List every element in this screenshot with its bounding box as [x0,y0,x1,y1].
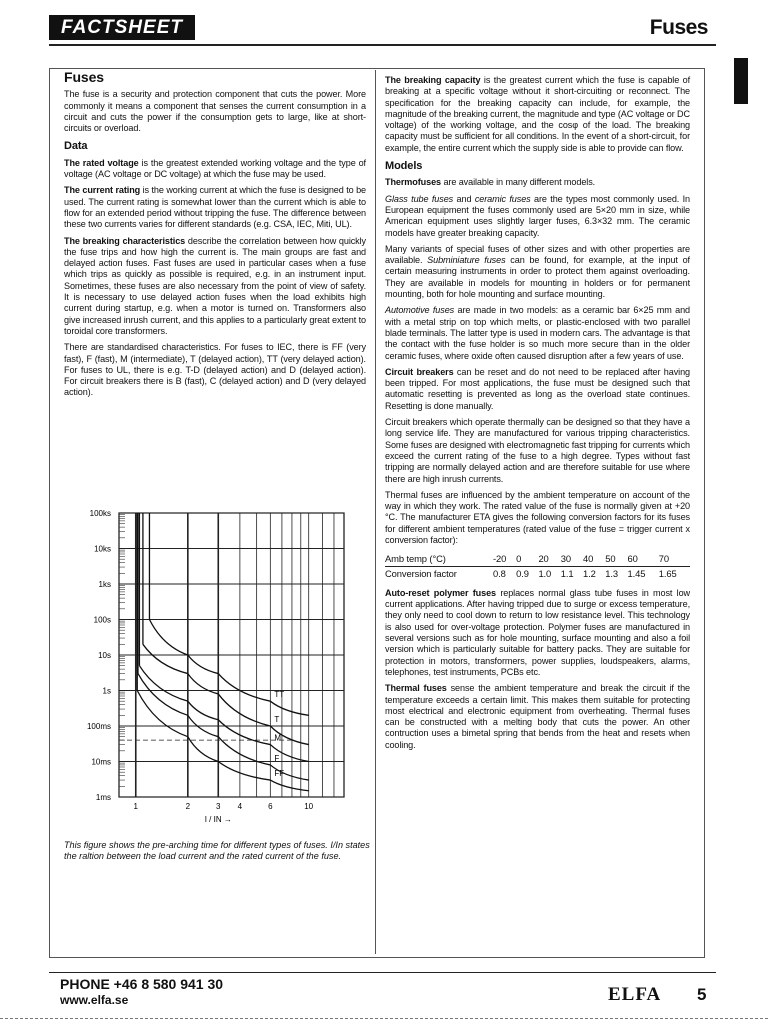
current-rating-paragraph [64,185,366,230]
table-cell: 60 [628,552,659,566]
website-url: www.elfa.se [60,993,129,1007]
chart-series-ff [137,513,308,791]
body-text: Many variants of special fuses of other sizes and with other properties are available. [385,243,690,266]
chart-y-tick-label: 1s [102,686,111,696]
glass-tube-paragraph [385,194,690,239]
chart-series-label: FF [274,769,285,779]
section-tab-marker [734,58,748,104]
term: Thermal fuses [385,683,447,694]
table-cell: Amb temp (°C) [385,552,493,566]
chart-series-label: T [274,715,280,724]
variants-paragraph [385,244,690,300]
chart-x-tick-label: 2 [185,802,191,811]
term: Automotive fuses [385,305,455,316]
rated-voltage-paragraph [64,158,366,181]
chart-series-label: TT [274,690,285,700]
chart-y-tick-label: 100s [93,615,111,625]
table-cell: 1.1 [560,567,574,579]
page-title: Fuses [649,16,708,39]
chart-y-tick-label: 100ks [89,509,111,518]
body-text: replaces normal glass tube fuses in most low current applications. After having tripped due to surge or excess temperature, they only need to cool down to return to low resistance level. This technology is also used for over-voltage protection. Polymer fuses are manufactured in several versions such as for hole mounting, surface mounting and also a foil version which is particularly suitable for battery packs. They are suitable for protection in motors, transformers, power supplies, loudspeakers, alarms, telephones, test instruments, PCBs etc. [385,587,690,677]
ambient-temperature-paragraph: Thermal fuses are influenced by the ambient temperature on account of the way in which they work. The rated value of the fuse is normally given at +20 °C. The manufacturer ETA gives the following conversion factors for its fuses for different ambient temperatures (rated value of the fuse = trigger current x conversion factor): [385,489,690,545]
body-text: describe the correlation between how quickly the fuse trips and how high the current is. The main groups are fast and delayed action fuses. Fast fuses are used in particular cases when a fuse which trips as quickly as possible is required, e.g. in an instrument input. Sometimes, these fuses are also necessary from the point of view of safety. It is necessary to use delayed action fuses when the load exhibits high current during startup, e.g. when a motor is turned on. Transformers also give increased inrush current, and this applies to a particularly great extent to toroidal core transformers. [64,235,366,336]
term: The current rating [64,185,141,196]
body-text: are available in many different models. [441,177,596,188]
data-heading: Data [64,140,88,153]
term: Circuit breakers [385,366,454,377]
polymer-fuses-paragraph [385,588,690,678]
header-rule [49,44,716,46]
chart-series-label: M [274,733,282,743]
table-cell: 1.65 [658,567,677,579]
term: ceramic fuses [474,193,531,204]
chart-x-axis-label: I / IN → [204,815,232,824]
table-cell: 0.9 [516,567,529,579]
term: Glass tube fuses [385,193,454,204]
table-cell: -20 [493,552,516,566]
breaking-characteristics-paragraph [64,236,366,338]
table-cell: 70 [659,552,690,566]
chart-y-tick-label: 10ks [94,544,111,554]
chart-x-tick-label: 3 [216,802,221,811]
table-cell: 1.3 [605,567,618,579]
chart-x-tick-label: 6 [268,802,273,811]
body-text: sense the ambient temperature and break the circuit if the temperature exceeds a certain limit. This makes them suitable for protecting most electrical and electronic equipment from overheating. Thermal fuses can be constructed with a melting body that cuts the power. An other contruction uses a bimetal spring that bends from the heat and resets when cooling. [385,683,691,750]
table-cell: 40 [583,552,605,566]
table-cell: 20 [538,552,560,566]
column-divider [375,70,376,954]
chart-x-tick-label: 1 [133,802,138,811]
term: The rated voltage [64,157,139,168]
chart-x-tick-label: 4 [237,802,243,811]
body-text: can be found, for example, at the input of certain measuring instruments in order to protect them against overloading. They are available in models for mounting in holders or for permanent mounting, both for hole mounting and surface mounting. [385,255,690,300]
term: Thermofuses [385,177,442,188]
intro-paragraph: The fuse is a security and protection component that cuts the power. More commonly it means a component that senses the current consumption in a circuit and cuts the power if the consumption gets to large, like at short-circuits or overload. [64,89,366,134]
breaking-capacity-paragraph [385,75,690,154]
body-text: are the types most commonly used. In European equipment the fuses commonly used are 5×20 mm in size, while American equipment uses slightly larger fuses, 6.3×32 mm. The ceramic models have greater breaking capacity. [385,193,690,238]
table-cell: Conversion factor [385,567,457,579]
chart-y-tick-label: 1ms [95,793,111,802]
table-row [385,552,690,566]
body-text: is the greatest extended working voltage and the type of voltage (AC voltage or DC voltage) at which the fuse may be used. [64,157,366,180]
chart-series-t [143,513,309,745]
term: Subminiature fuses [427,255,506,266]
table-row [385,566,690,580]
pre-arching-time-chart [64,505,364,835]
table-cell: 1.2 [582,567,596,579]
page-number: 5 [697,985,707,1004]
models-heading: Models [385,160,423,173]
table-cell: 30 [561,552,583,566]
chart-series-tt [149,513,308,715]
table-cell: 1.45 [627,567,646,579]
circuit-breakers-paragraph [385,367,690,412]
chart-y-tick-label: 10ms [91,757,111,767]
section-heading-fuses: Fuses [64,69,104,85]
term: Auto-reset polymer fuses [385,587,497,598]
body-text: can be reset and do not need to be replaced after having been tripped. For most applications, the fuse must be designed such that automatic resetting is prevented as long as the overload state continues. Resetting is done manually. [385,366,690,411]
brand-logo: ELFA [608,984,662,1005]
phone-number: PHONE +46 8 580 941 30 [60,976,224,992]
table-cell: 0 [516,552,538,566]
term: The breaking characteristics [64,235,186,246]
body-text: is the working current at which the fuse is designed to be used. The current rating is somewhat lower than the current which is able to flow for an extended period without tripping the fuse. The difference between these two currents varies for different standards (e.g. CSA, IEC, Miti, UL). [64,185,366,230]
standards-paragraph: There are standardised characteristics. For fuses to IEC, there is FF (very fast), F (fast), M (intermediate), T (delayed action), TT (very delayed action). For fuses to UL, there is e.g. T-D (delayed action) and D (delayed action). For circuit breakers there is B (fast), C (delayed action) and D (very delayed action). [64,342,366,398]
scan-edge-line [0,1018,768,1019]
thermal-circuit-breakers-paragraph: Circuit breakers which operate thermally can be designed so that they have a long service life. They are manufactured for various tripping characteristics. Some fuses are designed with electromagnetic fast tripping for currents which exceed the current rating of the fuse to a high degree. Types without fast tripping are normally delayed action and are therefore suitable for use where there are high inrush currents. [385,417,690,484]
footer-rule [49,972,716,973]
right-column [385,75,690,756]
conversion-factor-table [385,552,690,580]
chart-series-label: F [274,753,280,763]
left-column [64,69,366,404]
table-cell: 1.0 [538,567,552,579]
thermal-fuses-paragraph [385,683,690,751]
body-text: are made in two models: as a ceramic bar 6×25 mm and with a metal strip on top which melts, or plastic-enclosed with two parallel blade terminals. The latter type is used in modern cars. The advantage is that the contact with the fuse holder is so much more secure than in the older ceramic fuses, where oxide often caused disruption after a few years of use. [385,305,690,361]
chart-y-tick-label: 1ks [98,580,111,589]
chart-caption: This figure shows the pre-arching time for different types of fuses. I/In states the raltion between the load current and the rated current of the fuse. [64,840,370,862]
chart-y-tick-label: 100ms [86,722,111,731]
automotive-paragraph [385,305,690,361]
thermofuses-paragraph [385,177,690,188]
chart-x-tick-label: 10 [304,802,314,811]
body-text: is the greatest current which the fuse is capable of breaking at a specific voltage without it short-circuiting or reconnect. The specification for the breaking capacity can include, for example, the magnitude of the breaking current, the magnitude and type (AC voltage or DC voltage) of the working voltage, and the cosφ of the load. The breaking capacity must be sufficient for all conditions. In the event of a short-circuit, for example, the entire current which the supply side is able to provide can flow. [385,75,691,153]
factsheet-badge: FACTSHEET [49,15,195,40]
chart-y-tick-label: 10s [98,651,111,660]
table-cell: 50 [605,552,627,566]
table-cell: 0.8 [493,567,506,579]
body-text: and [453,193,475,204]
term: The breaking capacity [385,75,481,85]
